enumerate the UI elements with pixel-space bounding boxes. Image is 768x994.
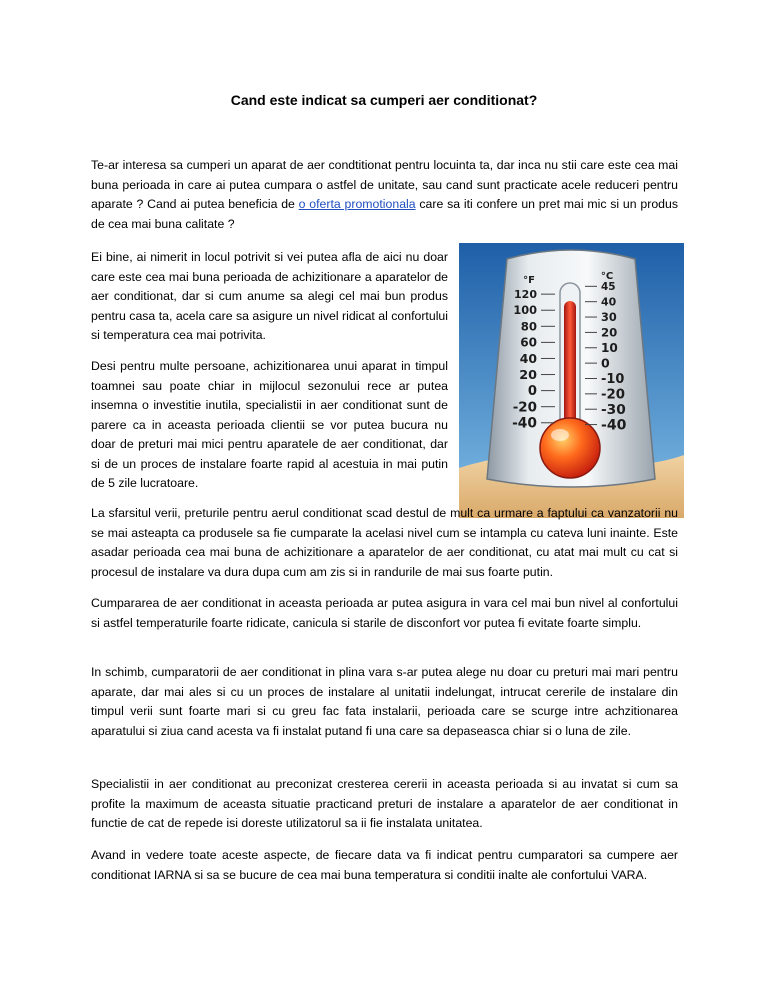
paragraph-3: Desi pentru multe persoane, achizitionarea unui aparat in timpul toamnei sau poate chiar in mijlocul sezonului rece ar putea insemna o investitie inutila, specialistii in aer conditionat sunt de parere ca in aceasta perioada clientii se vor putea bucura nu doar de preturi mai mici pentru aparatele de aer conditionat, dar si de un proces de instalare foarte rapid al acestuia in mai putin de 5 zile lucratoare. (91, 359, 448, 490)
fahrenheit-unit: °F (523, 275, 535, 286)
promo-offer-link[interactable]: o oferta promotionala (298, 197, 416, 211)
fahrenheit-scale-label: 20 (519, 368, 537, 383)
celsius-scale-label: 10 (601, 341, 618, 355)
celsius-scale-label: -30 (601, 402, 626, 418)
paragraph-5: Cumpararea de aer conditionat in aceasta perioada ar putea asigura in vara cel mai bun nivel al confortului si astfel temperaturile foarte ridicate, canicula si starile de disconfort vor putea fi evitate foarte simplu. (91, 596, 678, 630)
fahrenheit-scale-label: 40 (519, 350, 537, 366)
fahrenheit-scale-label: -40 (512, 415, 537, 432)
fahrenheit-scale-label: 60 (520, 335, 537, 350)
celsius-scale-label: 45 (601, 281, 616, 293)
bulb-highlight (551, 429, 569, 441)
celsius-scale-label: 40 (601, 295, 617, 309)
fahrenheit-scale-label: 100 (513, 303, 537, 318)
celsius-scale-label: 0 (601, 355, 610, 371)
paragraph-2: Ei bine, ai nimerit in locul potrivit si vei putea afla de aici nu doar care este cea mai buna perioada de achizitionare a aparatelor de aer conditionat, dar si cum anume sa alegi cel mai bun produs pentru casa ta, acela care sa asigure un nivel ridicat al confortului si temperatura cea mai potrivita. (91, 250, 448, 342)
thermometer-illustration (459, 243, 684, 518)
celsius-scale-label: 20 (601, 325, 618, 340)
paragraph-8: Avand in vedere toate aceste aspecte, de fiecare data va fi indicat pentru cumparatori sa cumpere aer conditionat IARNA si sa se bucure de cea mai buna temperatura si conditii inalte ale confortului VARA. (91, 848, 678, 882)
paragraph-intro (91, 156, 678, 234)
intro-text-end: care sa iti confere un pret mai mic si un produs de cea mai buna calitate ? (91, 197, 678, 231)
intro-text-start: Te-ar interesa sa cumperi un aparat de aer condtitionat pentru locuinta ta, dar inca nu stii care este cea mai buna perioada in care ai putea cumpara o astfel de unitate, sau cand sunt practicate acele reduceri pentru aparate ? Cand ai putea beneficia de (91, 158, 678, 211)
thermometer-bulb (540, 418, 600, 478)
fahrenheit-scale-label: 0 (527, 384, 537, 400)
celsius-scale-label: -10 (601, 372, 625, 387)
fahrenheit-scale-label: 80 (520, 319, 537, 334)
celsius-scale-label: -20 (601, 387, 626, 403)
celsius-scale-label: -40 (601, 417, 627, 434)
page-title: Cand este indicat sa cumperi aer conditionat? (230, 92, 538, 108)
celsius-unit: °C (600, 271, 614, 282)
paragraph-4: La sfarsitul verii, preturile pentru aerul conditionat scad destul de mult ca urmare a faptului ca vanzatorii nu se mai asteapta ca produsele sa fie cumparate la acelasi nivel cum se intampla cu cateva luni inainte. Este asadar perioada cea mai buna de achizitionare a aparatelor de aer conditionat, cu atat mai mult cu cat si procesul de instalare va dura dupa cum am zis si in randurile de mai sus foarte putin. (91, 506, 678, 579)
paragraph-7: Specialistii in aer conditionat au preconizat cresterea cererii in aceasta perioada si au invatat si cum sa profite la maximum de aceasta situatie practicand preturi de instalare a aparatelor de aer conditionat in functie de cat de repede isi doreste utilizatorul sa ii fie instalata unitatea. (91, 777, 678, 830)
celsius-scale-label: 30 (601, 311, 617, 324)
paragraph-6: In schimb, cumparatorii de aer conditionat in plina vara s-ar putea alege nu doar cu preturi mai mari pentru aparate, dar mai ales si cu un proces de instalare al unitatii indelungat, intrucat cererile de instalare din timpul verii sunt foarte mari si cu greu fac fata instalarii, perioada care se scurge intre achzitionarea aparatului si ziua cand acesta va fi instalat putand fi una care sa depaseasca chiar si o luna de zile. (91, 665, 678, 738)
fahrenheit-scale-label: 120 (514, 288, 537, 301)
fahrenheit-scale-label: -20 (512, 400, 537, 416)
